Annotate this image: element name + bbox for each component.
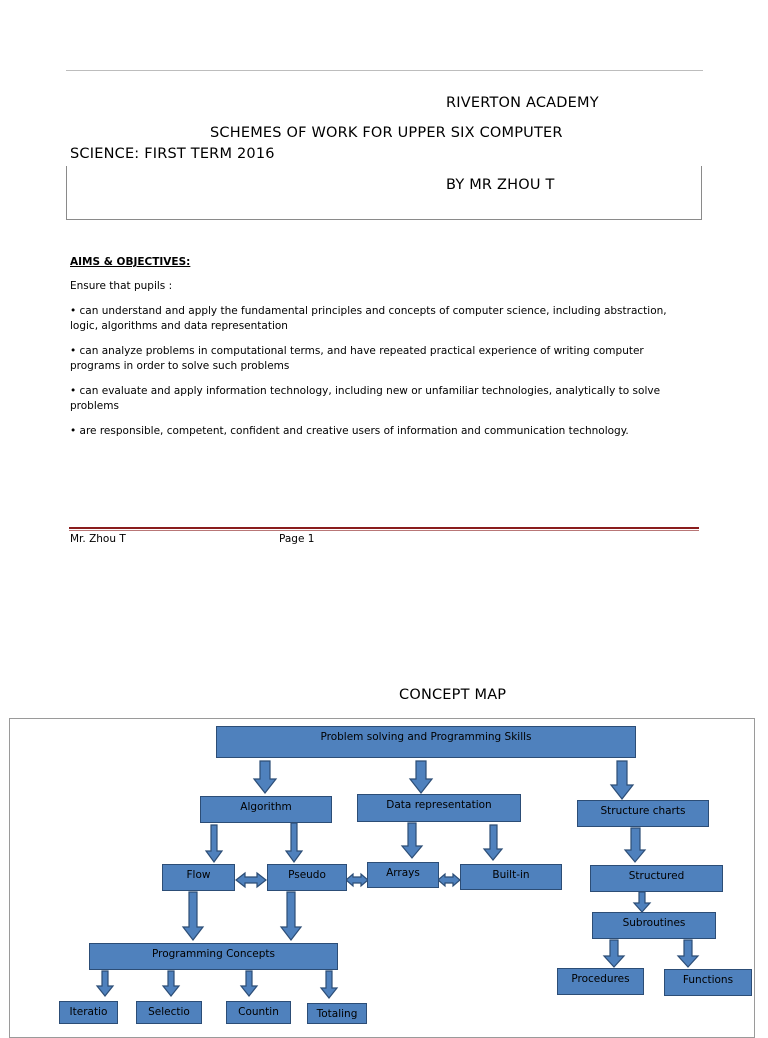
arrow-subroutines-functions (678, 940, 698, 967)
node-subroutines: Subroutines (592, 912, 716, 939)
aim-point-3: • can evaluate and apply information technology, including new or unfamiliar technologies, analytically to solve problems (70, 385, 661, 412)
node-data-representation: Data representation (357, 794, 521, 822)
node-built-in: Built-in (460, 864, 562, 890)
arrow-structured-subroutines (634, 892, 650, 912)
footer-author: Mr. Zhou T (70, 533, 126, 545)
document-title-line2: SCIENCE: FIRST TERM 2016 (70, 146, 275, 162)
arrow-algorithm-flow (206, 825, 222, 862)
aim-point-1: • can understand and apply the fundamental principles and concepts of computer science, including abstraction, logic, algorithms and data representation (70, 305, 667, 332)
footer-page-number: Page 1 (279, 533, 315, 545)
node-problem-solving: Problem solving and Programming Skills (216, 726, 636, 758)
arrow-root-structure (611, 761, 633, 799)
arrow-progconcepts-selection (163, 971, 179, 996)
node-arrays: Arrays (367, 862, 439, 888)
arrow-structure-structured (625, 828, 645, 862)
node-pseudo: Pseudo (267, 864, 347, 891)
arrow-root-datarep (410, 761, 432, 793)
node-programming-concepts: Programming Concepts (89, 943, 338, 970)
arrow-flow-pseudo-bidirectional (236, 873, 266, 887)
aim-point-2: • can analyze problems in computational terms, and have repeated practical experience of writing computer programs in order to solve such problems (70, 345, 644, 372)
author-line: BY MR ZHOU T (446, 177, 555, 193)
aims-heading: AIMS & OBJECTIVES: (70, 256, 191, 268)
arrow-arrays-builtin-bidirectional (438, 874, 460, 886)
node-totaling: Totaling (307, 1003, 367, 1024)
concept-map-title: CONCEPT MAP (399, 687, 507, 703)
node-structured: Structured (590, 865, 723, 892)
node-iteration: Iteratio (59, 1001, 118, 1024)
node-counting: Countin (226, 1001, 291, 1024)
arrow-pseudo-arrays-bidirectional (346, 874, 368, 886)
arrow-pseudo-progconcepts (281, 892, 301, 940)
node-structure-charts: Structure charts (577, 800, 709, 827)
arrow-root-algorithm (254, 761, 276, 793)
arrow-algorithm-pseudo (286, 823, 302, 862)
node-functions: Functions (664, 969, 752, 996)
school-name: RIVERTON ACADEMY (446, 95, 599, 111)
aims-intro: Ensure that pupils : (70, 280, 173, 292)
arrow-flow-progconcepts (183, 892, 203, 940)
node-procedures: Procedures (557, 968, 644, 995)
node-algorithm: Algorithm (200, 796, 332, 823)
arrow-subroutines-procedures (604, 940, 624, 967)
node-selection: Selectio (136, 1001, 202, 1024)
aim-point-4: • are responsible, competent, confident and creative users of information and communication technology. (70, 425, 629, 437)
arrow-progconcepts-iteration (97, 971, 113, 996)
arrow-progconcepts-totaling (321, 971, 337, 998)
document-title-line1: SCHEMES OF WORK FOR UPPER SIX COMPUTER (210, 125, 563, 141)
arrow-progconcepts-counting (241, 971, 257, 996)
arrow-datarep-builtin (484, 825, 502, 860)
node-flow: Flow (162, 864, 235, 891)
arrow-datarep-arrays (402, 823, 422, 858)
